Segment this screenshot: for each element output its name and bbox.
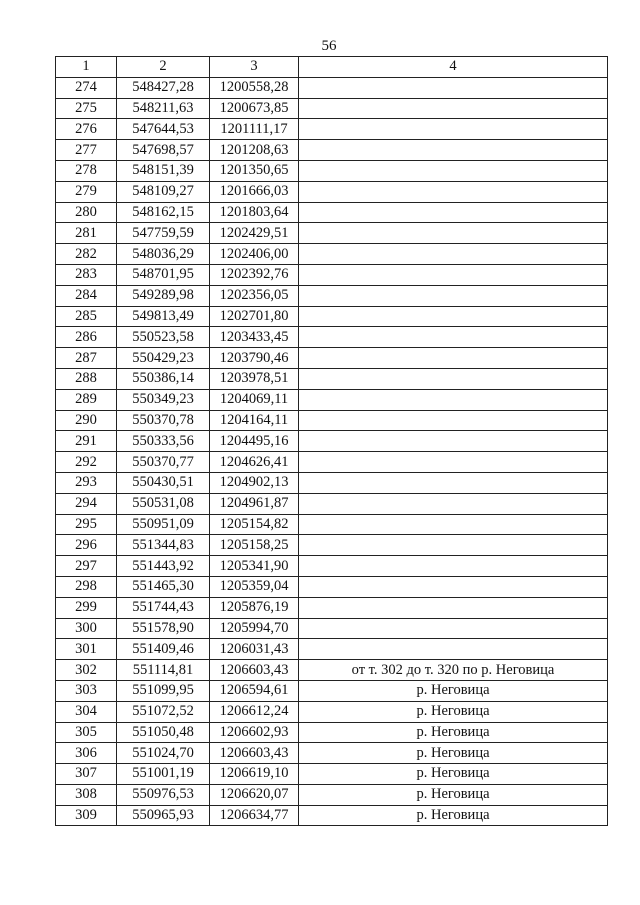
table-row (56, 639, 608, 660)
description-cell: р. Неговица (299, 784, 608, 805)
header-row (56, 57, 608, 78)
point-number-cell: 287 (56, 348, 117, 369)
table-row (56, 348, 608, 369)
x-coordinate-cell: 550333,56 (117, 431, 210, 452)
table-row (56, 119, 608, 140)
point-number-cell: 301 (56, 639, 117, 660)
description-cell (299, 285, 608, 306)
table-row (56, 701, 608, 722)
header-cell-2: 2 (117, 57, 210, 78)
description-cell: от т. 302 до т. 320 по р. Неговица (299, 660, 608, 681)
table-row (56, 285, 608, 306)
point-number-cell: 303 (56, 680, 117, 701)
description-cell (299, 140, 608, 161)
point-number-cell: 302 (56, 660, 117, 681)
x-coordinate-cell: 551050,48 (117, 722, 210, 743)
x-coordinate-cell: 548701,95 (117, 264, 210, 285)
point-number-cell: 300 (56, 618, 117, 639)
point-number-cell: 289 (56, 389, 117, 410)
x-coordinate-cell: 550370,77 (117, 452, 210, 473)
point-number-cell: 280 (56, 202, 117, 223)
table-row (56, 431, 608, 452)
table-row (56, 410, 608, 431)
point-number-cell: 276 (56, 119, 117, 140)
x-coordinate-cell: 548036,29 (117, 244, 210, 265)
description-cell (299, 264, 608, 285)
table-row (56, 576, 608, 597)
point-number-cell: 283 (56, 264, 117, 285)
description-cell (299, 535, 608, 556)
y-coordinate-cell: 1206602,93 (210, 722, 299, 743)
y-coordinate-cell: 1202356,05 (210, 285, 299, 306)
x-coordinate-cell: 551114,81 (117, 660, 210, 681)
description-cell (299, 306, 608, 327)
point-number-cell: 290 (56, 410, 117, 431)
y-coordinate-cell: 1206594,61 (210, 680, 299, 701)
description-cell: р. Неговица (299, 722, 608, 743)
table-row (56, 368, 608, 389)
x-coordinate-cell: 548162,15 (117, 202, 210, 223)
table-row (56, 743, 608, 764)
x-coordinate-cell: 550370,78 (117, 410, 210, 431)
point-number-cell: 292 (56, 452, 117, 473)
y-coordinate-cell: 1200558,28 (210, 77, 299, 98)
description-cell (299, 348, 608, 369)
description-cell (299, 244, 608, 265)
header-cell-3: 3 (210, 57, 299, 78)
point-number-cell: 307 (56, 764, 117, 785)
x-coordinate-cell: 550531,08 (117, 493, 210, 514)
description-cell (299, 389, 608, 410)
description-cell (299, 119, 608, 140)
table-row (56, 264, 608, 285)
table-row (56, 223, 608, 244)
description-cell: р. Неговица (299, 701, 608, 722)
table-row (56, 660, 608, 681)
x-coordinate-cell: 547644,53 (117, 119, 210, 140)
y-coordinate-cell: 1201666,03 (210, 181, 299, 202)
point-number-cell: 306 (56, 743, 117, 764)
description-cell (299, 618, 608, 639)
x-coordinate-cell: 548109,27 (117, 181, 210, 202)
description-cell: р. Неговица (299, 743, 608, 764)
point-number-cell: 293 (56, 472, 117, 493)
point-number-cell: 295 (56, 514, 117, 535)
table-row (56, 306, 608, 327)
y-coordinate-cell: 1205154,82 (210, 514, 299, 535)
y-coordinate-cell: 1202392,76 (210, 264, 299, 285)
point-number-cell: 297 (56, 556, 117, 577)
x-coordinate-cell: 547698,57 (117, 140, 210, 161)
point-number-cell: 281 (56, 223, 117, 244)
table-row (56, 805, 608, 826)
table-row (56, 202, 608, 223)
table-row (56, 77, 608, 98)
table-row (56, 493, 608, 514)
description-cell (299, 431, 608, 452)
y-coordinate-cell: 1202429,51 (210, 223, 299, 244)
description-cell (299, 181, 608, 202)
y-coordinate-cell: 1206620,07 (210, 784, 299, 805)
y-coordinate-cell: 1204069,11 (210, 389, 299, 410)
description-cell (299, 327, 608, 348)
y-coordinate-cell: 1204961,87 (210, 493, 299, 514)
x-coordinate-cell: 551344,83 (117, 535, 210, 556)
point-number-cell: 275 (56, 98, 117, 119)
x-coordinate-cell: 550430,51 (117, 472, 210, 493)
description-cell (299, 452, 608, 473)
y-coordinate-cell: 1206603,43 (210, 743, 299, 764)
point-number-cell: 286 (56, 327, 117, 348)
table-row (56, 556, 608, 577)
table-header (56, 57, 608, 78)
point-number-cell: 298 (56, 576, 117, 597)
y-coordinate-cell: 1200673,85 (210, 98, 299, 119)
description-cell: р. Неговица (299, 680, 608, 701)
point-number-cell: 299 (56, 597, 117, 618)
description-cell (299, 639, 608, 660)
x-coordinate-cell: 548211,63 (117, 98, 210, 119)
point-number-cell: 284 (56, 285, 117, 306)
table-row (56, 618, 608, 639)
table-row (56, 389, 608, 410)
point-number-cell: 305 (56, 722, 117, 743)
x-coordinate-cell: 551072,52 (117, 701, 210, 722)
y-coordinate-cell: 1206634,77 (210, 805, 299, 826)
table-row (56, 680, 608, 701)
y-coordinate-cell: 1205994,70 (210, 618, 299, 639)
y-coordinate-cell: 1206603,43 (210, 660, 299, 681)
table-row (56, 722, 608, 743)
y-coordinate-cell: 1205341,90 (210, 556, 299, 577)
header-cell-4: 4 (299, 57, 608, 78)
point-number-cell: 294 (56, 493, 117, 514)
x-coordinate-cell: 551443,92 (117, 556, 210, 577)
description-cell (299, 493, 608, 514)
x-coordinate-cell: 551099,95 (117, 680, 210, 701)
x-coordinate-cell: 550349,23 (117, 389, 210, 410)
y-coordinate-cell: 1203978,51 (210, 368, 299, 389)
point-number-cell: 291 (56, 431, 117, 452)
table-row (56, 452, 608, 473)
description-cell (299, 410, 608, 431)
table-row (56, 764, 608, 785)
x-coordinate-cell: 550965,93 (117, 805, 210, 826)
description-cell (299, 77, 608, 98)
y-coordinate-cell: 1201350,65 (210, 160, 299, 181)
x-coordinate-cell: 550386,14 (117, 368, 210, 389)
y-coordinate-cell: 1204164,11 (210, 410, 299, 431)
y-coordinate-cell: 1204495,16 (210, 431, 299, 452)
description-cell (299, 514, 608, 535)
point-number-cell: 288 (56, 368, 117, 389)
description-cell (299, 472, 608, 493)
table-row (56, 98, 608, 119)
table-row (56, 514, 608, 535)
description-cell (299, 368, 608, 389)
table-row (56, 160, 608, 181)
y-coordinate-cell: 1203790,46 (210, 348, 299, 369)
description-cell (299, 160, 608, 181)
y-coordinate-cell: 1205876,19 (210, 597, 299, 618)
point-number-cell: 296 (56, 535, 117, 556)
x-coordinate-cell: 550951,09 (117, 514, 210, 535)
table-row (56, 472, 608, 493)
y-coordinate-cell: 1205158,25 (210, 535, 299, 556)
point-number-cell: 304 (56, 701, 117, 722)
description-cell (299, 98, 608, 119)
description-cell: р. Неговица (299, 764, 608, 785)
x-coordinate-cell: 551001,19 (117, 764, 210, 785)
y-coordinate-cell: 1202701,80 (210, 306, 299, 327)
x-coordinate-cell: 550429,23 (117, 348, 210, 369)
table-row (56, 535, 608, 556)
y-coordinate-cell: 1204902,13 (210, 472, 299, 493)
description-cell (299, 202, 608, 223)
x-coordinate-cell: 548427,28 (117, 77, 210, 98)
point-number-cell: 277 (56, 140, 117, 161)
x-coordinate-cell: 549289,98 (117, 285, 210, 306)
x-coordinate-cell: 551409,46 (117, 639, 210, 660)
table-row (56, 244, 608, 265)
y-coordinate-cell: 1202406,00 (210, 244, 299, 265)
description-cell (299, 597, 608, 618)
description-cell (299, 556, 608, 577)
point-number-cell: 308 (56, 784, 117, 805)
x-coordinate-cell: 551465,30 (117, 576, 210, 597)
y-coordinate-cell: 1203433,45 (210, 327, 299, 348)
x-coordinate-cell: 550976,53 (117, 784, 210, 805)
point-number-cell: 274 (56, 77, 117, 98)
table-row (56, 327, 608, 348)
point-number-cell: 278 (56, 160, 117, 181)
x-coordinate-cell: 549813,49 (117, 306, 210, 327)
coordinates-table (55, 56, 608, 826)
y-coordinate-cell: 1206031,43 (210, 639, 299, 660)
x-coordinate-cell: 551744,43 (117, 597, 210, 618)
description-cell (299, 576, 608, 597)
y-coordinate-cell: 1201803,64 (210, 202, 299, 223)
x-coordinate-cell: 551578,90 (117, 618, 210, 639)
table-row (56, 784, 608, 805)
y-coordinate-cell: 1206612,24 (210, 701, 299, 722)
description-cell: р. Неговица (299, 805, 608, 826)
point-number-cell: 279 (56, 181, 117, 202)
x-coordinate-cell: 551024,70 (117, 743, 210, 764)
point-number-cell: 282 (56, 244, 117, 265)
y-coordinate-cell: 1204626,41 (210, 452, 299, 473)
x-coordinate-cell: 547759,59 (117, 223, 210, 244)
point-number-cell: 309 (56, 805, 117, 826)
header-cell-1: 1 (56, 57, 117, 78)
table-row (56, 597, 608, 618)
table-row (56, 140, 608, 161)
point-number-cell: 285 (56, 306, 117, 327)
y-coordinate-cell: 1206619,10 (210, 764, 299, 785)
table-body (56, 77, 608, 826)
page-number: 56 (321, 38, 337, 54)
y-coordinate-cell: 1201111,17 (210, 119, 299, 140)
y-coordinate-cell: 1205359,04 (210, 576, 299, 597)
y-coordinate-cell: 1201208,63 (210, 140, 299, 161)
table-row (56, 181, 608, 202)
x-coordinate-cell: 548151,39 (117, 160, 210, 181)
description-cell (299, 223, 608, 244)
x-coordinate-cell: 550523,58 (117, 327, 210, 348)
